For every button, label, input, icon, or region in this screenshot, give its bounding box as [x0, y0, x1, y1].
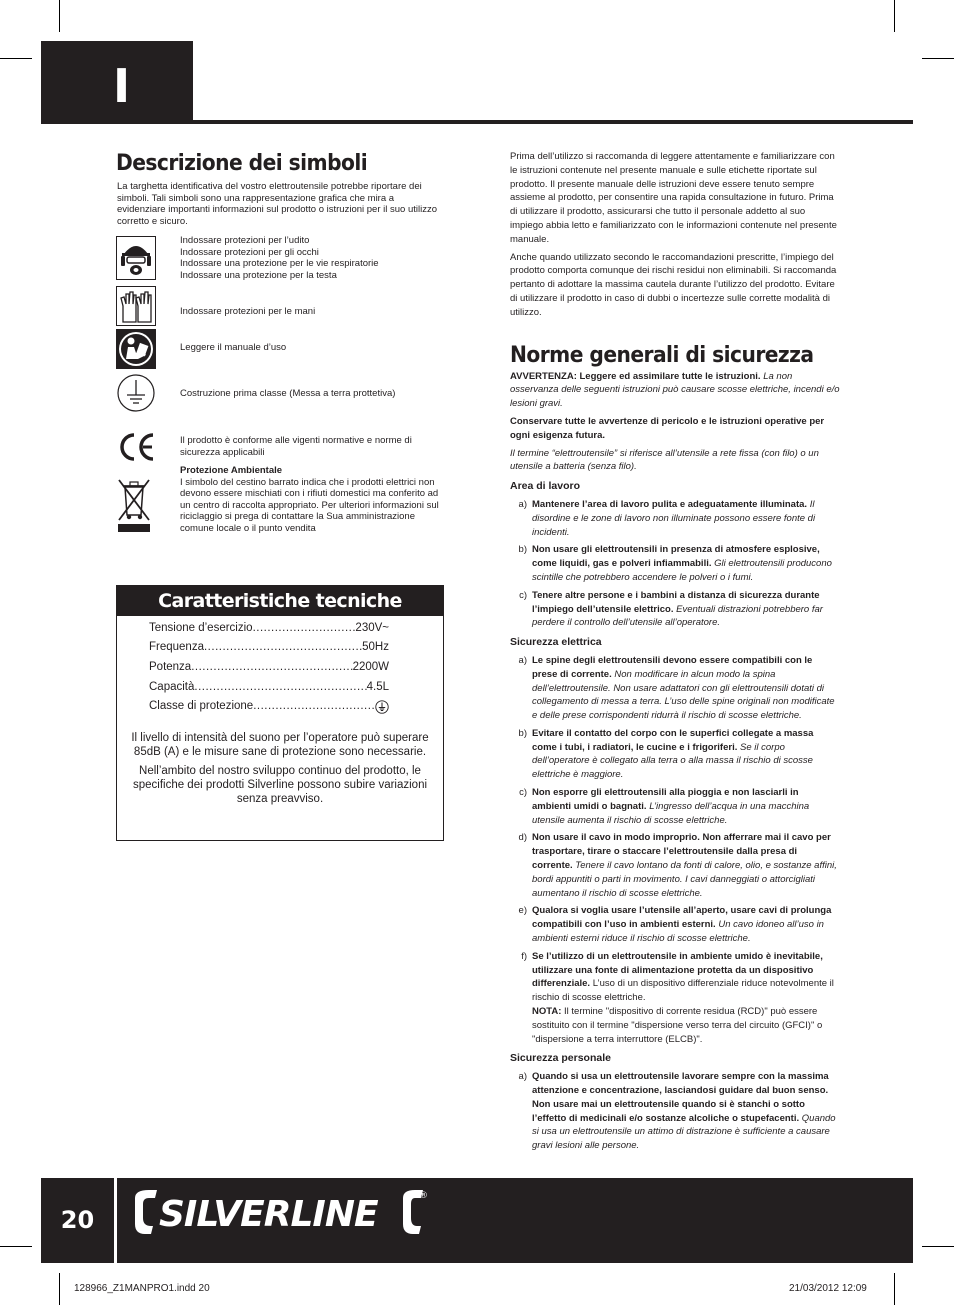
item-letter: f): [521, 950, 527, 962]
residual-risk-paragraph: Anche quando utilizzato secondo le raccomandazioni prescritte, l’impiego del prodotto comporta comunque dei rischi residui non eliminabili. Si raccomanda pertanto di adottare la massima cautela durante l’utilizzo del prodotto. Evitare di utilizzare il prodotto in caso di dubbi o incertezze sulle corrette modalità di utilizzo.: [510, 251, 837, 318]
spec-value: 230V~: [355, 622, 389, 634]
keep-instructions: Conservare tutte le avvertenze di pericolo e le istruzioni operative per ogni esigenza futura.: [510, 415, 825, 441]
spec-value: 4.5L: [366, 681, 389, 693]
ppe-line: Indossare una protezione per la testa: [180, 269, 337, 281]
item-normal: L’uso di un dispositivo differenziale riduce notevolmente il rischio di scosse elettriche.: [532, 978, 834, 1004]
term-definition: Il termine “elettroutensile” si riferisce all’utensile a rete fissa (con filo) o un utensile a batteria (senza filo).: [510, 447, 819, 473]
header-rule: [41, 120, 913, 124]
spec-value: 2200W: [352, 661, 389, 673]
weee-title: Protezione Ambientale: [180, 465, 283, 476]
warning: [510, 370, 840, 411]
item-letter: c): [519, 787, 527, 799]
item-bold: Tenere altre persone e i bambini a distanza di sicurezza durante l’impiego dell’utensile elettrico.: [532, 589, 820, 615]
list-item: [510, 727, 840, 782]
spec-row: [149, 681, 389, 693]
brand-name: SILVERLINE: [159, 1194, 378, 1235]
item-letter: d): [518, 832, 527, 844]
list-item: [510, 1070, 840, 1153]
warning-bold: AVVERTENZA: Leggere ed assimilare tutte le istruzioni.: [510, 370, 761, 382]
crop-mark: [922, 58, 954, 59]
ppe-text: [180, 235, 448, 281]
item-bold: Qualora si voglia usare l’utensile all’aperto, usare cavi di prolunga compatibili con l’uso in ambienti esterni.: [532, 905, 832, 931]
personal-list: [510, 1070, 840, 1153]
item-letter: a): [518, 1071, 527, 1083]
section-heading: Sicurezza personale: [510, 1052, 611, 1065]
spec-label: Classe di protezione: [149, 700, 254, 712]
item-bold: Mantenere l’area di lavoro pulita e adeguatamente illuminata.: [532, 498, 808, 510]
item-italic: Un cavo idoneo all’uso in ambienti esterni riduce il rischio di scosse elettriche.: [532, 919, 824, 945]
list-item: [510, 950, 840, 1005]
item-bold: Se l’utilizzo di un elettroutensile in ambiente umido è inevitabile, utilizzare una fonte di alimentazione protetta da un dispositivo differenziale.: [532, 950, 823, 990]
earth-symbol-icon: [375, 700, 389, 714]
section-heading: Area di lavoro: [510, 480, 581, 493]
page-number: 20: [60, 1206, 95, 1234]
file-info: 128966_Z1MANPRO1.indd 20: [74, 1283, 210, 1294]
list-item: [510, 786, 840, 827]
language-tab: [41, 41, 193, 123]
item-bold: Non usare il cavo in modo improprio. Non afferrare mai il cavo per trasportare, tirare o staccare l’elettroutensile dalla presa di corrente.: [532, 832, 831, 872]
area-list: [510, 498, 840, 630]
weee-body: I simbolo del cestino barrato indica che i prodotti elettrici non devono essere mischiati con i rifiuti domestici ma conferito ad un centro di raccolta appropriato. Per ulteriori informazioni sul riciclaggio si prega di contattare la Sua amministrazione comune locale o il punto vendita: [180, 476, 439, 534]
item-bold: Le spine degli elettroutensili devono essere compatibili con le prese di corrente.: [532, 654, 813, 680]
development-note: Nell’ambito del nostro sviluppo continuo del prodotto, le specifiche dei prodotti Silverline possono subire variazioni senza preavviso.: [132, 765, 428, 805]
item-italic: Il disordine e le zone di lavoro non illuminate possono essere fonte di incidenti.: [532, 498, 816, 538]
item-letter: a): [518, 654, 527, 666]
spec-box: [116, 585, 444, 841]
list-item: [510, 654, 840, 723]
item-letter: e): [518, 905, 527, 917]
footer-divider: [114, 1178, 117, 1263]
item-italic: Eventuali distrazioni potrebbero far perdere il controllo dell’utensile all’operatore.: [532, 603, 823, 629]
weee-icon: [116, 477, 152, 535]
item-italic: Se il corpo dell’operatore è collegato alla terra o alla massa il rischio di scosse elettriche è maggiore.: [532, 741, 813, 781]
ppe-line: Indossare una protezione per le vie respiratorie: [180, 258, 379, 269]
item-letter: a): [518, 498, 527, 510]
item-bold: Non esporre gli elettroutensili alla pioggia e non lasciarli in ambienti umidi o bagnati.: [532, 787, 799, 812]
crop-mark: [59, 1273, 60, 1305]
crop-mark: [894, 1273, 895, 1305]
item-italic: L’ingresso dell’acqua in una macchina utensile aumenta il rischio di scosse elettriche.: [532, 800, 810, 826]
spec-label: Capacità: [149, 681, 195, 693]
nota: NOTA: Il termine "dispositivo di corrente residua (RCD)" può essere sostituito con il termine "dispersione verso terra del circuito (GFCI)" o "dispersione a terra interruttore (ELCB)".: [532, 1006, 823, 1045]
item-italic: Gli elettroutensili producono scintille che potrebbero accendere le polveri o i fumi.: [532, 558, 832, 583]
brand-logo: [133, 1188, 433, 1241]
item-italic: Non modificare in alcun modo la spina dell’elettroutensile. Non usare adattatori con gli elettroutensili dotati di collegamento di messa a terra. L’uso delle spine originali non modificate e delle prese corrispondenti ridurrà il rischio di scosse elettriche.: [532, 668, 835, 722]
date-info: 21/03/2012 12:09: [789, 1283, 867, 1294]
crop-mark: [59, 0, 60, 32]
registered-mark: ®: [419, 1191, 428, 1201]
crop-mark: [0, 58, 32, 59]
earth-icon: [116, 373, 156, 413]
manual-icon: [116, 329, 156, 369]
ppe-line: Indossare protezioni per l’udito: [180, 235, 310, 246]
item-italic: Tenere il cavo lontano da fonti di calore, olio, e sostanze affini, bordi appuntiti o parti in movimento. I cavi danneggiati o attorcigliati aumentano il rischio di scosse elettriche.: [532, 860, 837, 899]
intro-paragraph: Prima dell’utilizzo si raccomanda di leggere attentamente e familiarizzare con le istruzioni contenute nel presente manuale e sulle etichette riportate sul prodotto. Il presente manuale delle istruzioni deve essere tenuto sempre assieme al prodotto, per consentire una rapida consultazione in futuro. Prima di utilizzare il prodotto, assicurarsi che tutto il personale addetto al suo impiego abbia letto e familiarizzato con le informazioni contenute nel presente manuale.: [510, 151, 837, 245]
spec-value: 50Hz: [362, 641, 389, 653]
crop-mark: [922, 1246, 954, 1247]
noise-note: Il livello di intensità del suono per l’operatore può superare 85dB (A) e le misure sane di protezione sono necessarie.: [131, 732, 429, 758]
manual-text: Leggere il manuale d’uso: [180, 342, 287, 353]
list-item: [510, 904, 840, 945]
ppe-icon: [116, 236, 156, 280]
item-bold: Evitare il contatto del corpo con le superfici collegate a massa come i tubi, i radiatori, le cucine e i frigoriferi.: [532, 727, 814, 753]
earth-text: Costruzione prima classe (Messa a terra prottetiva): [180, 388, 396, 399]
gloves-icon: [116, 286, 156, 326]
list-item: [510, 543, 840, 584]
spec-row: [149, 622, 389, 634]
electrical-list: [510, 654, 840, 1005]
spec-title: Caratteristiche tecniche: [117, 586, 443, 616]
item-letter: b): [518, 727, 527, 739]
ppe-line: Indossare protezioni per gli occhi: [180, 246, 319, 258]
spec-row: [149, 700, 389, 714]
crop-mark: [894, 0, 895, 32]
spec-row: [149, 661, 389, 673]
ce-text: Il prodotto è conforme alle vigenti normative e norme di sicurezza applicabili: [180, 435, 412, 458]
symbols-title: Descrizione dei simboli: [116, 151, 368, 176]
symbols-intro: La targhetta identificativa del vostro elettroutensile potrebbe riportare dei simboli. Tali simboli sono una rappresentazione grafica che mira a evidenziare importanti informazioni sul prodotto o istruzioni per il suo utilizzo corretto e sicuro.: [117, 181, 437, 227]
crop-mark: [0, 1246, 32, 1247]
safety-column: [510, 150, 840, 1157]
gloves-text: Indossare protezioni per le mani: [180, 306, 316, 317]
item-letter: b): [518, 544, 527, 556]
spec-label: Tensione d’esercizio: [149, 622, 253, 634]
list-item: [510, 831, 840, 900]
spec-label: Potenza: [149, 661, 192, 673]
warning-italic: La non osservanza delle seguenti istruzioni può causare scosse elettriche, incendi e/o lesioni gravi.: [510, 370, 840, 410]
item-bold: Non usare gli elettroutensili in presenza di atmosfere esplosive, come liquidi, gas e polveri infiammabili.: [532, 544, 820, 570]
section-heading: Sicurezza elettrica: [510, 636, 602, 649]
item-bold: Quando si usa un elettroutensile lavorare sempre con la massima attenzione e concentrazione, lasciandosi guidare dal buon senso. Non usare mai un elettroutensile quando si è stanchi o sotto l’effetto di medicinali e/o sostanze alcoliche o stupefacenti.: [532, 1071, 829, 1124]
spec-label: Frequenza: [149, 641, 204, 653]
weee-text: [180, 465, 448, 534]
ce-icon: [116, 431, 156, 463]
item-italic: Quando si usa un elettroutensile un attimo di distrazione è sufficiente a causare gravi lesioni alle persone.: [532, 1112, 836, 1152]
spec-row: [149, 641, 389, 653]
list-item: [510, 498, 840, 539]
language-code: I: [113, 59, 131, 113]
list-item: [510, 589, 840, 630]
item-letter: c): [519, 589, 527, 601]
safety-title: Norme generali di sicurezza: [510, 342, 814, 368]
